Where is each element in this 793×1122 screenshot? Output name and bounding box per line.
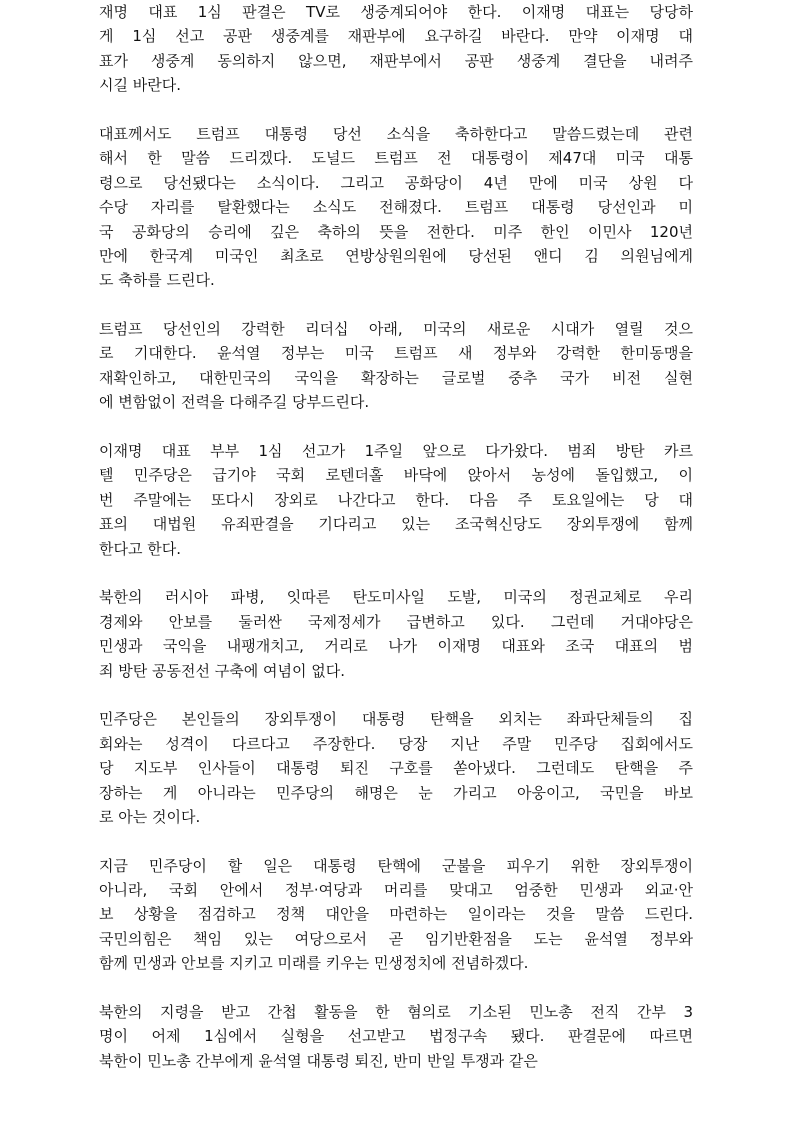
text-line: 지금 민주당이 할 일은 대통령 탄핵에 군불을 피우기 위한 장외투쟁이 <box>99 856 693 875</box>
text-line: 회와는 성격이 다르다고 주장한다. 당장 지난 주말 민주당 집회에서도 <box>99 734 693 753</box>
paragraph <box>99 585 693 683</box>
text-line: 게 1심 선고 공판 생중계를 재판부에 요구하길 바란다. 만약 이재명 대 <box>99 27 693 46</box>
text-line: 이재명 대표 부부 1심 선고가 1주일 앞으로 다가왔다. 범죄 방탄 카르 <box>99 442 693 461</box>
text-line: 한다고 한다. <box>99 539 181 558</box>
paragraph <box>99 317 693 415</box>
text-line: 북한의 지령을 받고 간첩 활동을 한 혐의로 기소된 민노총 전직 간부 3 <box>99 1003 693 1022</box>
text-line: 장하는 게 아니라는 민주당의 해명은 눈 가리고 아웅이고, 국민을 바보 <box>99 783 693 802</box>
text-line: 함께 민생과 안보를 지키고 미래를 키우는 민생정치에 전념하겠다. <box>99 954 529 973</box>
paragraph <box>99 707 693 829</box>
text-line: 국 공화당의 승리에 깊은 축하의 뜻을 전한다. 미주 한인 이민사 120년 <box>99 222 693 241</box>
document-body <box>99 0 693 1073</box>
paragraph <box>99 1000 693 1073</box>
text-line: 보 상황을 점검하고 정책 대안을 마련하는 일이라는 것을 말씀 드린다. <box>99 905 693 924</box>
text-line: 명이 어제 1심에서 실형을 선고받고 법정구속 됐다. 판결문에 따르면 <box>99 1027 693 1046</box>
text-line: 표가 생중계 동의하지 않으면, 재판부에서 공판 생중계 결단을 내려주 <box>99 51 693 70</box>
text-line: 민생과 국익을 내팽개치고, 거리로 나가 이재명 대표와 조국 대표의 범 <box>99 637 693 656</box>
paragraph <box>99 439 693 561</box>
text-line: 당 지도부 인사들이 대통령 퇴진 구호를 쏟아냈다. 그런데도 탄핵을 주 <box>99 759 693 778</box>
text-line: 국민의힘은 책임 있는 여당으로서 곧 임기반환점을 도는 윤석열 정부와 <box>99 929 693 948</box>
paragraph <box>99 0 693 98</box>
text-line: 해서 한 말씀 드리겠다. 도널드 트럼프 전 대통령이 제47대 미국 대통 <box>99 149 693 168</box>
text-line: 표의 대법원 유죄판결을 기다리고 있는 조국혁신당도 장외투쟁에 함께 <box>99 515 693 534</box>
text-line: 수당 자리를 탈환했다는 소식도 전해졌다. 트럼프 대통령 당선인과 미 <box>99 198 693 217</box>
paragraph-spacer <box>99 98 693 122</box>
text-line: 만에 한국계 미국인 최초로 연방상원의원에 당선된 앤디 김 의원님에게 <box>99 246 693 265</box>
text-line: 트럼프 당선인의 강력한 리더십 아래, 미국의 새로운 시대가 열릴 것으 <box>99 320 693 339</box>
text-line: 경제와 안보를 둘러싼 국제정세가 급변하고 있다. 그런데 거대야당은 <box>99 612 693 631</box>
text-line: 재확인하고, 대한민국의 국익을 확장하는 글로벌 중추 국가 비전 실현 <box>99 368 693 387</box>
text-line: 북한이 민노총 간부에게 윤석열 대통령 퇴진, 반미 반일 투쟁과 같은 <box>99 1051 538 1070</box>
text-line: 번 주말에는 또다시 장외로 나간다고 한다. 다음 주 토요일에는 당 대 <box>99 490 693 509</box>
text-line: 령으로 당선됐다는 소식이다. 그리고 공화당이 4년 만에 미국 상원 다 <box>99 173 693 192</box>
paragraph-spacer <box>99 683 693 707</box>
text-line: 시길 바란다. <box>99 76 181 95</box>
paragraph-spacer <box>99 561 693 585</box>
paragraph-spacer <box>99 293 693 317</box>
text-line: 북한의 러시아 파병, 잇따른 탄도미사일 도발, 미국의 정권교체로 우리 <box>99 588 693 607</box>
text-line: 로 기대한다. 윤석열 정부는 미국 트럼프 새 정부와 강력한 한미동맹을 <box>99 344 693 363</box>
text-line: 민주당은 본인들의 장외투쟁이 대통령 탄핵을 외치는 좌파단체들의 집 <box>99 710 693 729</box>
document-page <box>99 0 693 1073</box>
paragraph-spacer <box>99 829 693 853</box>
text-line: 대표께서도 트럼프 대통령 당선 소식을 축하한다고 말씀드렸는데 관련 <box>99 124 693 143</box>
paragraph <box>99 122 693 293</box>
text-line: 죄 방탄 공동전선 구축에 여념이 없다. <box>99 661 345 680</box>
text-line: 재명 대표 1심 판결은 TV로 생중계되어야 한다. 이재명 대표는 당당하 <box>99 3 693 21</box>
text-line: 도 축하를 드린다. <box>99 271 215 290</box>
paragraph-spacer <box>99 415 693 439</box>
text-line: 로 아는 것이다. <box>99 807 201 826</box>
text-line: 에 변함없이 전력을 다해주길 당부드린다. <box>99 393 370 412</box>
text-line: 아니라, 국회 안에서 정부·여당과 머리를 맞대고 엄중한 민생과 외교·안 <box>99 881 693 900</box>
paragraph-spacer <box>99 976 693 1000</box>
text-line: 텔 민주당은 급기야 국회 로텐더홀 바닥에 앉아서 농성에 돌입했고, 이 <box>99 466 693 485</box>
paragraph <box>99 854 693 976</box>
